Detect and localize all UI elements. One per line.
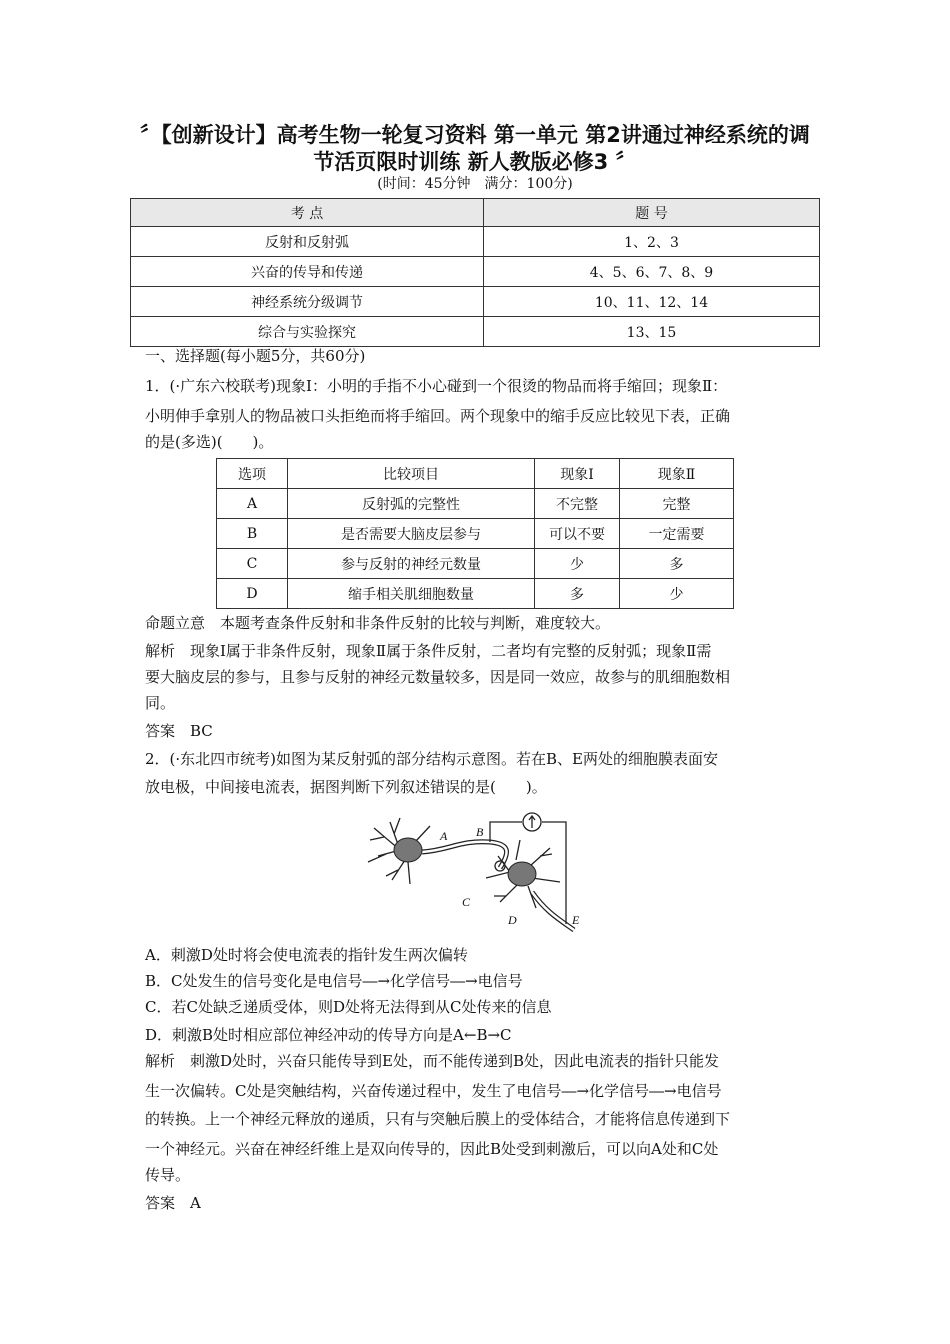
q1-line-2: 小明伸手拿别人的物品被口头拒绝而将手缩回。两个现象中的缩手反应比较见下表，正确: [145, 407, 731, 425]
comparison-table: [216, 458, 734, 609]
q1-analysis-3: 同。: [145, 694, 176, 712]
table-row: [217, 489, 734, 519]
table-cell: B: [217, 519, 288, 549]
q1-analysis-2: 要大脑皮层的参与，且参与反射的神经元数量较多，因是同一效应，故参与的肌细胞数相: [145, 668, 731, 686]
document-title: 〞【创新设计】高考生物一轮复习资料 第一单元 第2讲通过神经系统的调节活页限时训练 新人教版必修3 〞: [140, 123, 810, 174]
q1-line-1: 1．(·广东六校联考)现象Ⅰ：小明的手指不小心碰到一个很烫的物品而将手缩回；现象Ⅱ：: [145, 377, 728, 395]
q1-answer: 答案 BC: [145, 722, 213, 740]
q2-answer: 答案 A: [145, 1194, 201, 1212]
time-score-line: (时间：45分钟 满分：100分): [377, 176, 573, 192]
table-row: [217, 579, 734, 609]
q2-analysis-5: 传导。: [145, 1166, 191, 1184]
table-cell: 少: [535, 549, 620, 579]
table-cell: 现象Ⅰ: [535, 459, 620, 489]
q2-analysis-2: 生一次偏转。C处是突触结构，兴奋传递过程中，发生了电信号―→化学信号―→电信号: [145, 1082, 722, 1100]
neuron-body-1: [394, 838, 422, 862]
q2-line-1: 2．(·东北四市统考)如图为某反射弧的部分结构示意图。若在B、E两处的细胞膜表面安: [145, 750, 718, 768]
table-cell: 反射弧的完整性: [288, 489, 535, 519]
table-cell: 可以不要: [535, 519, 620, 549]
q1-intent: 命题立意 本题考查条件反射和非条件反射的比较与判断，难度较大。: [145, 614, 611, 632]
q2-line-2: 放电极，中间接电流表，据图判断下列叙述错误的是( )。: [145, 778, 547, 796]
table-cell: 10、11、12、14: [484, 287, 820, 317]
q1-analysis-1: 解析 现象Ⅰ属于非条件反射，现象Ⅱ属于条件反射，二者均有完整的反射弧；现象Ⅱ需: [145, 642, 712, 660]
table-cell: 完整: [620, 489, 734, 519]
q1-line-3: 的是(多选)( )。: [145, 433, 274, 451]
table-cell: 一定需要: [620, 519, 734, 549]
table-cell: 1、2、3: [484, 227, 820, 257]
table-cell: 不完整: [535, 489, 620, 519]
q2-option-d: D．刺激B处时相应部位神经冲动的传导方向是A←B→C: [145, 1026, 512, 1044]
table-cell: 兴奋的传导和传递: [131, 257, 484, 287]
table-cell: 缩手相关肌细胞数量: [288, 579, 535, 609]
table-row: [131, 287, 820, 317]
table-cell: C: [217, 549, 288, 579]
neuron-body-2: [508, 862, 536, 886]
table-row: [217, 519, 734, 549]
table-cell: 综合与实验探究: [131, 317, 484, 347]
table-cell: A: [217, 489, 288, 519]
table-cell: 神经系统分级调节: [131, 287, 484, 317]
label-e: E: [572, 913, 580, 927]
table-header-row: [217, 459, 734, 489]
table-row: [131, 227, 820, 257]
table-cell: 多: [535, 579, 620, 609]
section-heading: 一、选择题(每小题5分，共60分): [145, 347, 366, 365]
q2-option-b: B．C处发生的信号变化是电信号―→化学信号―→电信号: [145, 972, 523, 990]
header-topic: 考 点: [131, 199, 484, 227]
table-cell: 少: [620, 579, 734, 609]
label-a: A: [440, 829, 448, 843]
table-cell: 4、5、6、7、8、9: [484, 257, 820, 287]
table-cell: 多: [620, 549, 734, 579]
table-cell: 参与反射的神经元数量: [288, 549, 535, 579]
reflex-arc-figure: [360, 812, 600, 937]
topic-table: [130, 198, 820, 347]
table-cell: 13、15: [484, 317, 820, 347]
table-cell: 是否需要大脑皮层参与: [288, 519, 535, 549]
table-header-row: [131, 199, 820, 227]
label-c: C: [462, 895, 471, 909]
table-row: [217, 549, 734, 579]
table-cell: 现象Ⅱ: [620, 459, 734, 489]
q2-option-c: C．若C处缺乏递质受体，则D处将无法得到从C处传来的信息: [145, 998, 552, 1016]
q2-analysis-1: 解析 刺激D处时，兴奋只能传导到E处，而不能传递到B处，因此电流表的指针只能发: [145, 1052, 720, 1070]
table-cell: 比较项目: [288, 459, 535, 489]
table-row: [131, 257, 820, 287]
table-cell: 选项: [217, 459, 288, 489]
q2-option-a: A．刺激D处时将会使电流表的指针发生两次偏转: [145, 946, 468, 964]
table-cell: 反射和反射弧: [131, 227, 484, 257]
q2-analysis-3: 的转换。上一个神经元释放的递质，只有与突触后膜上的受体结合，才能将信息传递到下: [145, 1110, 731, 1128]
table-cell: D: [217, 579, 288, 609]
label-d: D: [508, 913, 517, 927]
header-question-no: 题 号: [484, 199, 820, 227]
q2-analysis-4: 一个神经元。兴奋在神经纤维上是双向传导的，因此B处受到刺激后，可以向A处和C处: [145, 1140, 719, 1158]
label-b: B: [476, 825, 484, 839]
